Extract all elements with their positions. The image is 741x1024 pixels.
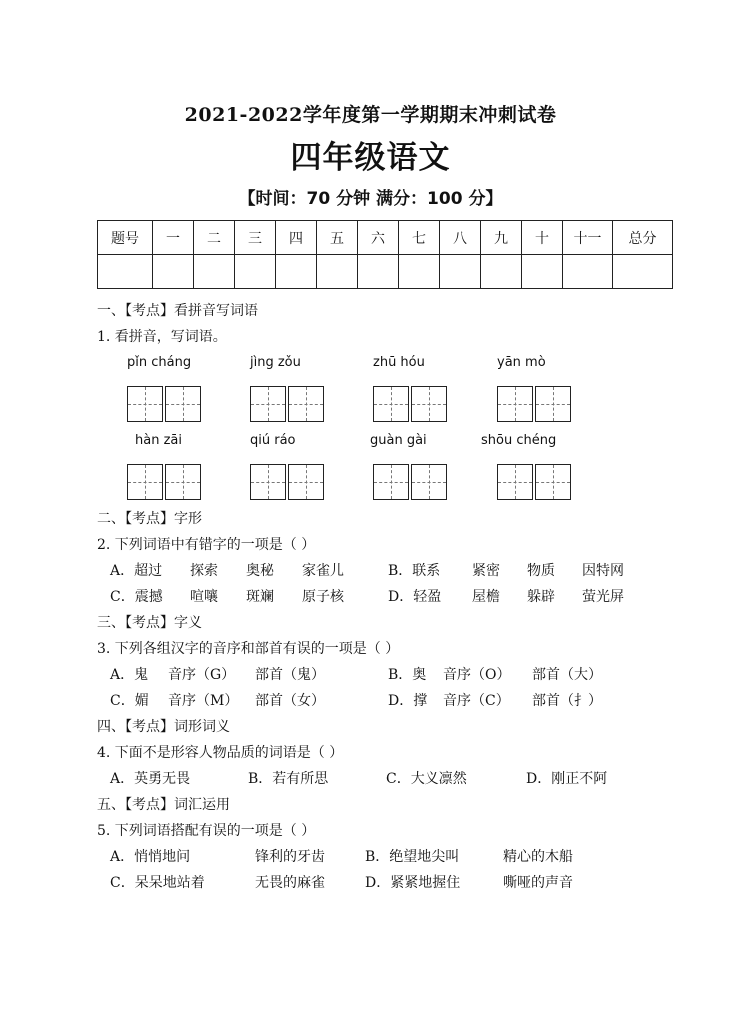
score-header-cell: 五: [317, 221, 358, 255]
score-cell[interactable]: [522, 255, 563, 289]
option-word: 躲辟: [527, 589, 555, 605]
question-4: 4. 下面不是形容人物品质的词语是（ ）: [97, 745, 344, 761]
option-word: 屋檐: [472, 589, 500, 605]
score-table: [97, 220, 673, 289]
section-4-heading: 四、【考点】词形词义: [97, 719, 230, 735]
score-header-cell: 八: [440, 221, 481, 255]
option-word: 探索: [190, 563, 218, 579]
option-b: B．联系: [388, 563, 441, 579]
option-a: A．英勇无畏: [110, 771, 191, 787]
option-b: B．奥: [388, 667, 427, 683]
option-d: D．刚正不阿: [526, 771, 608, 787]
score-header-cell: 题号: [98, 221, 153, 255]
option-c: C．媚: [110, 693, 149, 709]
option-radical: 部首（大）: [532, 667, 602, 683]
option-radical: 部首（鬼）: [255, 667, 325, 683]
option-b: B．若有所思: [248, 771, 329, 787]
score-header-cell: 四: [276, 221, 317, 255]
score-header-cell: 七: [399, 221, 440, 255]
score-table-header-row: [98, 221, 673, 255]
option-word: 家雀儿: [302, 563, 344, 579]
score-header-cell: 六: [358, 221, 399, 255]
option-radical: 部首（女）: [255, 693, 325, 709]
writing-grid[interactable]: [497, 464, 571, 500]
option-word: 奥秘: [246, 563, 274, 579]
writing-grid[interactable]: [373, 464, 447, 500]
score-cell[interactable]: [613, 255, 673, 289]
pinyin-label: yān mò: [497, 355, 546, 370]
section-2-heading: 二、【考点】字形: [97, 511, 202, 527]
writing-grid[interactable]: [127, 464, 201, 500]
section-3-heading: 三、【考点】字义: [97, 615, 202, 631]
score-header-cell: 九: [481, 221, 522, 255]
option-d: D．紧紧地握住: [365, 875, 461, 891]
option-c: C．震撼: [110, 589, 163, 605]
pinyin-label: guàn gài: [370, 433, 427, 448]
option-word: 因特网: [582, 563, 624, 579]
score-header-cell: 三: [235, 221, 276, 255]
score-cell[interactable]: [399, 255, 440, 289]
score-header-cell: 十一: [563, 221, 613, 255]
score-cell[interactable]: [481, 255, 522, 289]
option-word: 物质: [527, 563, 555, 579]
score-header-cell: 总分: [613, 221, 673, 255]
option-a: A．鬼: [110, 667, 149, 683]
option-phonetic: 音序（M）: [168, 693, 239, 709]
question-5: 5. 下列词语搭配有误的一项是（ ）: [97, 823, 316, 839]
option-c: C．呆呆地站着: [110, 875, 205, 891]
score-cell[interactable]: [153, 255, 194, 289]
pinyin-label: jìng zǒu: [250, 355, 301, 370]
score-header-cell: 一: [153, 221, 194, 255]
score-cell[interactable]: [358, 255, 399, 289]
score-cell[interactable]: [563, 255, 613, 289]
score-header-cell: 十: [522, 221, 563, 255]
subject-title: 四年级语文: [290, 140, 451, 176]
score-header-cell: 二: [194, 221, 235, 255]
writing-grid[interactable]: [373, 386, 447, 422]
score-cell[interactable]: [194, 255, 235, 289]
option-radical: 部首（扌）: [532, 693, 602, 709]
score-cell[interactable]: [440, 255, 481, 289]
score-cell[interactable]: [235, 255, 276, 289]
score-cell[interactable]: [98, 255, 153, 289]
score-cell[interactable]: [276, 255, 317, 289]
option-phrase: 锋利的牙齿: [255, 849, 325, 865]
question-1: 1. 看拼音，写词语。: [97, 329, 227, 345]
option-word: 紧密: [472, 563, 500, 579]
option-b: B．绝望地尖叫: [365, 849, 460, 865]
option-phonetic: 音序（G）: [168, 667, 236, 683]
option-word: 喧嚷: [190, 589, 218, 605]
writing-grid[interactable]: [497, 386, 571, 422]
question-2: 2. 下列词语中有错字的一项是（ ）: [97, 537, 316, 553]
pinyin-label: shōu chéng: [481, 433, 557, 448]
option-phrase: 精心的木船: [503, 849, 573, 865]
option-word: 原子核: [302, 589, 344, 605]
option-d: D．撑: [388, 693, 428, 709]
section-5-heading: 五、【考点】词汇运用: [97, 797, 230, 813]
question-3: 3. 下列各组汉字的音序和部首有误的一项是（ ）: [97, 641, 400, 657]
option-phrase: 嘶哑的声音: [503, 875, 573, 891]
option-phonetic: 音序（C）: [443, 693, 510, 709]
score-cell[interactable]: [317, 255, 358, 289]
pinyin-label: zhū hóu: [373, 355, 425, 370]
option-word: 萤光屏: [582, 589, 624, 605]
option-a: A．超过: [110, 563, 163, 579]
pinyin-label: qiú ráo: [250, 433, 296, 448]
writing-grid[interactable]: [250, 386, 324, 422]
writing-grid[interactable]: [250, 464, 324, 500]
option-phonetic: 音序（O）: [443, 667, 511, 683]
exam-meta: 【时间：70 分钟 满分：100 分】: [238, 189, 503, 209]
pinyin-label: hàn zāi: [135, 433, 182, 448]
score-table-blank-row: [98, 255, 673, 289]
writing-grid[interactable]: [127, 386, 201, 422]
section-1-heading: 一、【考点】看拼音写词语: [97, 303, 258, 319]
option-c: C．大义凛然: [386, 771, 467, 787]
option-word: 斑斓: [246, 589, 274, 605]
exam-title: 2021-2022学年度第一学期期末冲刺试卷: [184, 104, 557, 126]
option-phrase: 无畏的麻雀: [255, 875, 325, 891]
pinyin-label: pǐn cháng: [127, 355, 192, 370]
option-a: A．悄悄地问: [110, 849, 191, 865]
option-d: D．轻盈: [388, 589, 442, 605]
